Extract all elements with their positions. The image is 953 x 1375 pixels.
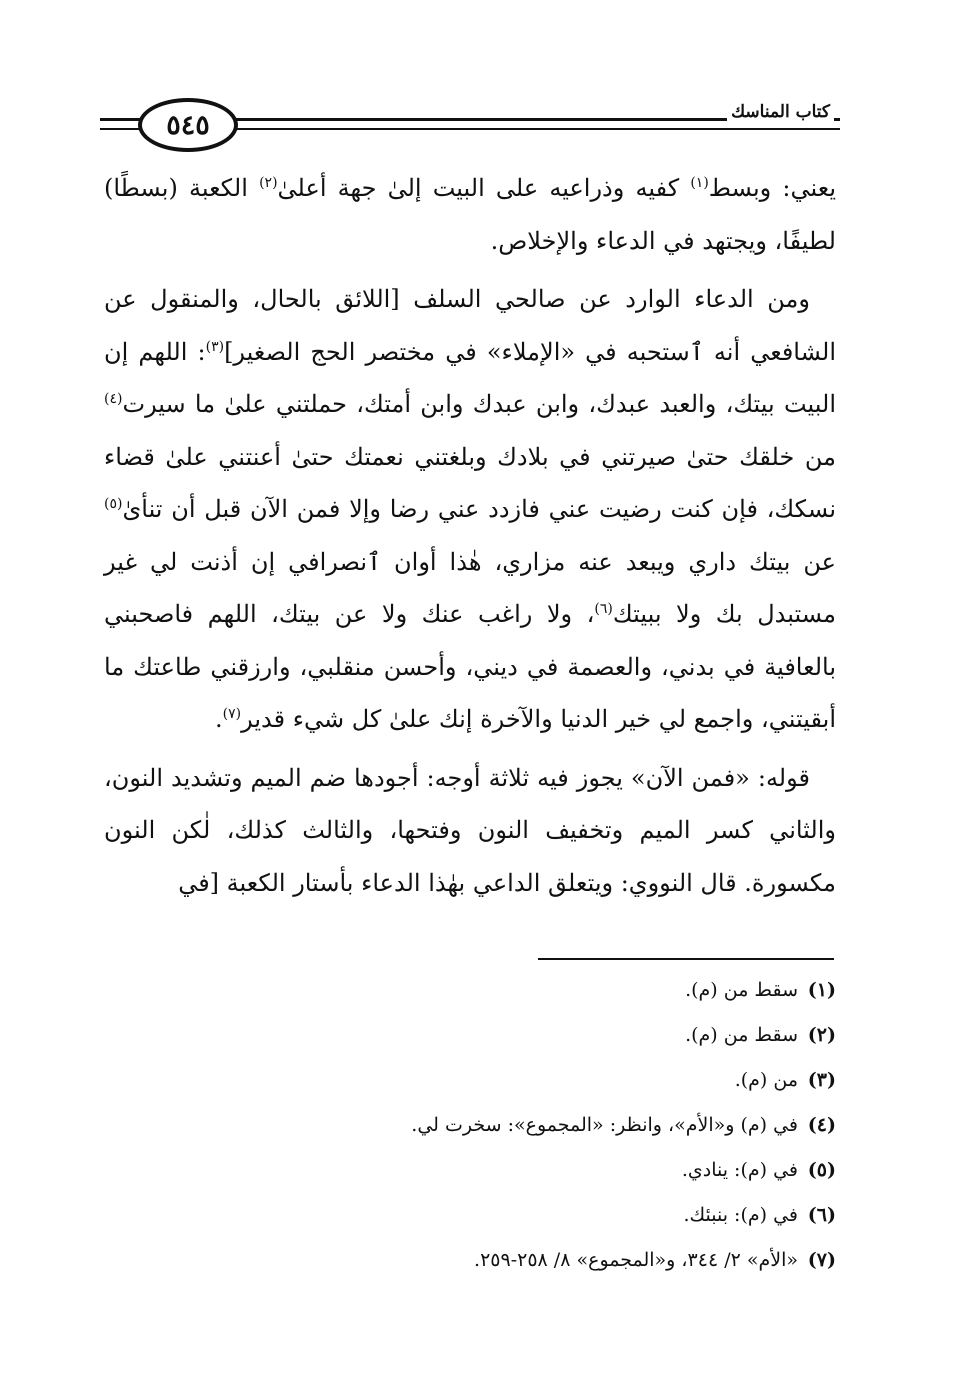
footnote: (٢)سقط من (م). — [685, 1024, 836, 1046]
header-rule-right-bottom — [228, 128, 840, 130]
footnote-separator — [538, 958, 834, 960]
footnote: (١)سقط من (م). — [685, 979, 836, 1001]
footnote-ref: (٧) — [222, 706, 242, 722]
running-head: كتاب المناسك — [727, 102, 834, 122]
page-header — [100, 96, 840, 160]
footnote-ref: (٥) — [104, 496, 123, 512]
paragraph: يعني: وبسط$^{(١)}$ كفيه وذراعيه على البيت إلىٰ جهة أعلىٰ$^{(٢)}$ الكعبة (بسطًا) لطيفًا، ويجتهد في الدعاء والإخلاص. — [104, 174, 837, 255]
footnote: (٦)في (م): بنبئك. — [683, 1204, 836, 1226]
footnotes — [200, 968, 836, 1283]
footnote-ref: (١) — [690, 175, 709, 191]
footnote-ref: (٤) — [104, 391, 123, 407]
footnote-ref: (٢) — [259, 175, 278, 191]
paragraph: ومن الدعاء الوارد عن صالحي السلف [اللائق بالحال، والمنقول عن الشافعي أنه ٱستحبه في «الإملاء» في مختصر الحج الصغير]$^{(٣)}$: اللهم إن البيت بيتك، والعبد عبدك، وابن عبدك وابن أمتك، حملتني علىٰ ما سيرت$^{(٤)}$ من خلقك حتىٰ صيرتني في بلادك وبلغتني نعمتك حتىٰ أعنتني علىٰ قضاء نسكك، فإن كنت رضيت عني فازدد عني رضا وإلا فمن الآن قبل أن تنأىٰ$^{(٥)}$ عن بيتك داري ويبعد عنه مزاري، هٰذا أوان ٱنصرافي إن أذنت لي غير مستبدل بك ولا ببيتك$^{(٦)}$، ولا راغب عنك ولا عن بيتك، اللهم فاصحبني بالعافية في بدني، والعصمة في ديني، وأحسن منقلبي، وارزقني طاعتك ما أبقيتني، واجمع لي خير الدنيا والآخرة إنك علىٰ كل شيء قدير$^{(٧)}$. — [104, 285, 836, 733]
paragraph: قوله: «فمن الآن» يجوز فيه ثلاثة أوجه: أجودها ضم الميم وتشديد النون، والثاني كسر الميم وتخفيف النون وفتحها، والثالث كذلك، لٰكن النون مكسورة. قال النووي: ويتعلق الداعي بهٰذا الدعاء بأستار الكعبة [في — [104, 763, 836, 897]
footnote-ref: (٣) — [205, 338, 225, 355]
footnote: (٤)في (م) و«الأم»، وانظر: «المجموع»: سخرت لي. — [411, 1114, 836, 1136]
main-text — [104, 162, 836, 915]
footnote-ref: (٦) — [594, 601, 613, 617]
footnote: (٥)في (م): ينادي. — [681, 1159, 836, 1181]
footnote: (٧)«الأم» ٢/ ٣٤٤، و«المجموع» ٨/ ٢٥٨-٢٥٩. — [474, 1249, 836, 1271]
page-number: ٥٤٥ — [138, 98, 238, 152]
footnote: (٣)من (م). — [734, 1069, 836, 1091]
